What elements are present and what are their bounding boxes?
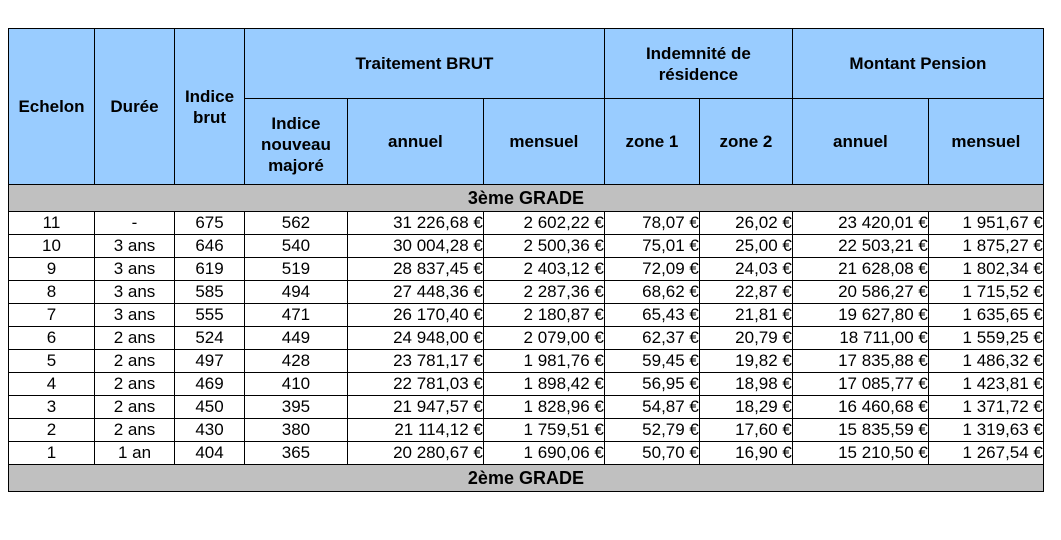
- table-row: [9, 281, 1044, 304]
- table-cell: 18,29 €: [699, 396, 792, 419]
- table-cell: 25,00 €: [699, 235, 792, 258]
- table-cell: 1 690,06 €: [483, 442, 604, 465]
- table-row: [9, 212, 1044, 235]
- table-cell: 3: [9, 396, 95, 419]
- table-cell: 26 170,40 €: [347, 304, 483, 327]
- table-cell: 8: [9, 281, 95, 304]
- table-cell: 555: [175, 304, 245, 327]
- table-cell: 3 ans: [95, 235, 175, 258]
- table-cell: 18 711,00 €: [792, 327, 928, 350]
- table-cell: 428: [245, 350, 348, 373]
- table-cell: 72,09 €: [604, 258, 699, 281]
- table-cell: 7: [9, 304, 95, 327]
- table-cell: 395: [245, 396, 348, 419]
- table-cell: 3 ans: [95, 281, 175, 304]
- table-cell: 471: [245, 304, 348, 327]
- table-cell: 1 802,34 €: [928, 258, 1043, 281]
- table-cell: 22 781,03 €: [347, 373, 483, 396]
- table-cell: 2 602,22 €: [483, 212, 604, 235]
- header-pension-mensuel: mensuel: [928, 99, 1043, 185]
- header-traitement-brut: Traitement BRUT: [245, 29, 605, 99]
- table-cell: 18,98 €: [699, 373, 792, 396]
- table-cell: 4: [9, 373, 95, 396]
- table-row: [9, 419, 1044, 442]
- table-cell: 17,60 €: [699, 419, 792, 442]
- table-cell: 21 947,57 €: [347, 396, 483, 419]
- table-cell: 380: [245, 419, 348, 442]
- table-cell: 1 951,67 €: [928, 212, 1043, 235]
- table-cell: 1 828,96 €: [483, 396, 604, 419]
- table-cell: 21 628,08 €: [792, 258, 928, 281]
- table-cell: 22 503,21 €: [792, 235, 928, 258]
- table-cell: 469: [175, 373, 245, 396]
- table-cell: 19 627,80 €: [792, 304, 928, 327]
- table-cell: 65,43 €: [604, 304, 699, 327]
- table-cell: 16 460,68 €: [792, 396, 928, 419]
- table-cell: 26,02 €: [699, 212, 792, 235]
- table-cell: 19,82 €: [699, 350, 792, 373]
- grade-section-title: 3ème GRADE: [9, 185, 1044, 212]
- table-cell: 23 420,01 €: [792, 212, 928, 235]
- header-duree: Durée: [95, 29, 175, 185]
- table-cell: 15 835,59 €: [792, 419, 928, 442]
- table-cell: 562: [245, 212, 348, 235]
- header-echelon: Echelon: [9, 29, 95, 185]
- table-cell: 410: [245, 373, 348, 396]
- table-cell: 20,79 €: [699, 327, 792, 350]
- table-cell: 675: [175, 212, 245, 235]
- table-cell: 540: [245, 235, 348, 258]
- table-row: [9, 396, 1044, 419]
- table-cell: 1 759,51 €: [483, 419, 604, 442]
- grid-body: [9, 185, 1044, 492]
- table-row: [9, 350, 1044, 373]
- table-cell: 1 267,54 €: [928, 442, 1043, 465]
- header-indemnite-residence: Indemnité de résidence: [604, 29, 792, 99]
- table-cell: 1 875,27 €: [928, 235, 1043, 258]
- table-cell: 2 ans: [95, 396, 175, 419]
- header-zone-2: zone 2: [699, 99, 792, 185]
- table-cell: 15 210,50 €: [792, 442, 928, 465]
- table-cell: 2 079,00 €: [483, 327, 604, 350]
- header-montant-pension: Montant Pension: [792, 29, 1043, 99]
- table-cell: 78,07 €: [604, 212, 699, 235]
- table-cell: 20 280,67 €: [347, 442, 483, 465]
- table-row: [9, 304, 1044, 327]
- table-cell: 1 559,25 €: [928, 327, 1043, 350]
- table-cell: 2 ans: [95, 419, 175, 442]
- table-cell: 494: [245, 281, 348, 304]
- table-cell: 6: [9, 327, 95, 350]
- table-cell: 20 586,27 €: [792, 281, 928, 304]
- table-cell: 21 114,12 €: [347, 419, 483, 442]
- table-cell: 2 180,87 €: [483, 304, 604, 327]
- table-cell: 449: [245, 327, 348, 350]
- table-cell: 1 715,52 €: [928, 281, 1043, 304]
- table-cell: 23 781,17 €: [347, 350, 483, 373]
- table-cell: 585: [175, 281, 245, 304]
- table-cell: 2 403,12 €: [483, 258, 604, 281]
- table-cell: 68,62 €: [604, 281, 699, 304]
- table-cell: 17 085,77 €: [792, 373, 928, 396]
- header-pension-annuel: annuel: [792, 99, 928, 185]
- table-cell: 3 ans: [95, 304, 175, 327]
- table-row: [9, 327, 1044, 350]
- table-cell: 2 287,36 €: [483, 281, 604, 304]
- table-cell: 10: [9, 235, 95, 258]
- table-cell: 1 319,63 €: [928, 419, 1043, 442]
- table-cell: 2 500,36 €: [483, 235, 604, 258]
- table-cell: 30 004,28 €: [347, 235, 483, 258]
- table-cell: 1 371,72 €: [928, 396, 1043, 419]
- table-row: [9, 442, 1044, 465]
- table-cell: 9: [9, 258, 95, 281]
- header-indice-nouveau-majore: Indice nouveau majoré: [245, 99, 348, 185]
- table-cell: 56,95 €: [604, 373, 699, 396]
- table-cell: 430: [175, 419, 245, 442]
- table-cell: 21,81 €: [699, 304, 792, 327]
- table-cell: 75,01 €: [604, 235, 699, 258]
- table-cell: 2: [9, 419, 95, 442]
- table-cell: 31 226,68 €: [347, 212, 483, 235]
- table-cell: 450: [175, 396, 245, 419]
- table-cell: 2 ans: [95, 327, 175, 350]
- table-cell: 365: [245, 442, 348, 465]
- table-cell: 2 ans: [95, 373, 175, 396]
- table-cell: 404: [175, 442, 245, 465]
- table-cell: 1 423,81 €: [928, 373, 1043, 396]
- table-cell: 1 898,42 €: [483, 373, 604, 396]
- table-cell: 59,45 €: [604, 350, 699, 373]
- table-cell: 497: [175, 350, 245, 373]
- table-cell: 524: [175, 327, 245, 350]
- table-cell: 54,87 €: [604, 396, 699, 419]
- header-zone-1: zone 1: [604, 99, 699, 185]
- table-cell: 62,37 €: [604, 327, 699, 350]
- table-cell: 11: [9, 212, 95, 235]
- table-cell: 52,79 €: [604, 419, 699, 442]
- table-row: [9, 258, 1044, 281]
- table-row: [9, 235, 1044, 258]
- salary-grid-table: [8, 28, 1044, 492]
- header-indice-brut: Indice brut: [175, 29, 245, 185]
- table-cell: 5: [9, 350, 95, 373]
- table-cell: 24 948,00 €: [347, 327, 483, 350]
- header-traitement-mensuel: mensuel: [483, 99, 604, 185]
- table-cell: 1 981,76 €: [483, 350, 604, 373]
- table-cell: 1 an: [95, 442, 175, 465]
- table-cell: 1: [9, 442, 95, 465]
- table-cell: 28 837,45 €: [347, 258, 483, 281]
- grade-section-title: 2ème GRADE: [9, 465, 1044, 492]
- table-cell: 3 ans: [95, 258, 175, 281]
- table-cell: 1 635,65 €: [928, 304, 1043, 327]
- table-cell: 646: [175, 235, 245, 258]
- table-cell: 1 486,32 €: [928, 350, 1043, 373]
- table-cell: -: [95, 212, 175, 235]
- table-cell: 16,90 €: [699, 442, 792, 465]
- table-cell: 619: [175, 258, 245, 281]
- table-cell: 17 835,88 €: [792, 350, 928, 373]
- table-cell: 27 448,36 €: [347, 281, 483, 304]
- table-cell: 2 ans: [95, 350, 175, 373]
- table-row: [9, 373, 1044, 396]
- header-traitement-annuel: annuel: [347, 99, 483, 185]
- table-cell: 24,03 €: [699, 258, 792, 281]
- table-cell: 519: [245, 258, 348, 281]
- table-cell: 22,87 €: [699, 281, 792, 304]
- table-cell: 50,70 €: [604, 442, 699, 465]
